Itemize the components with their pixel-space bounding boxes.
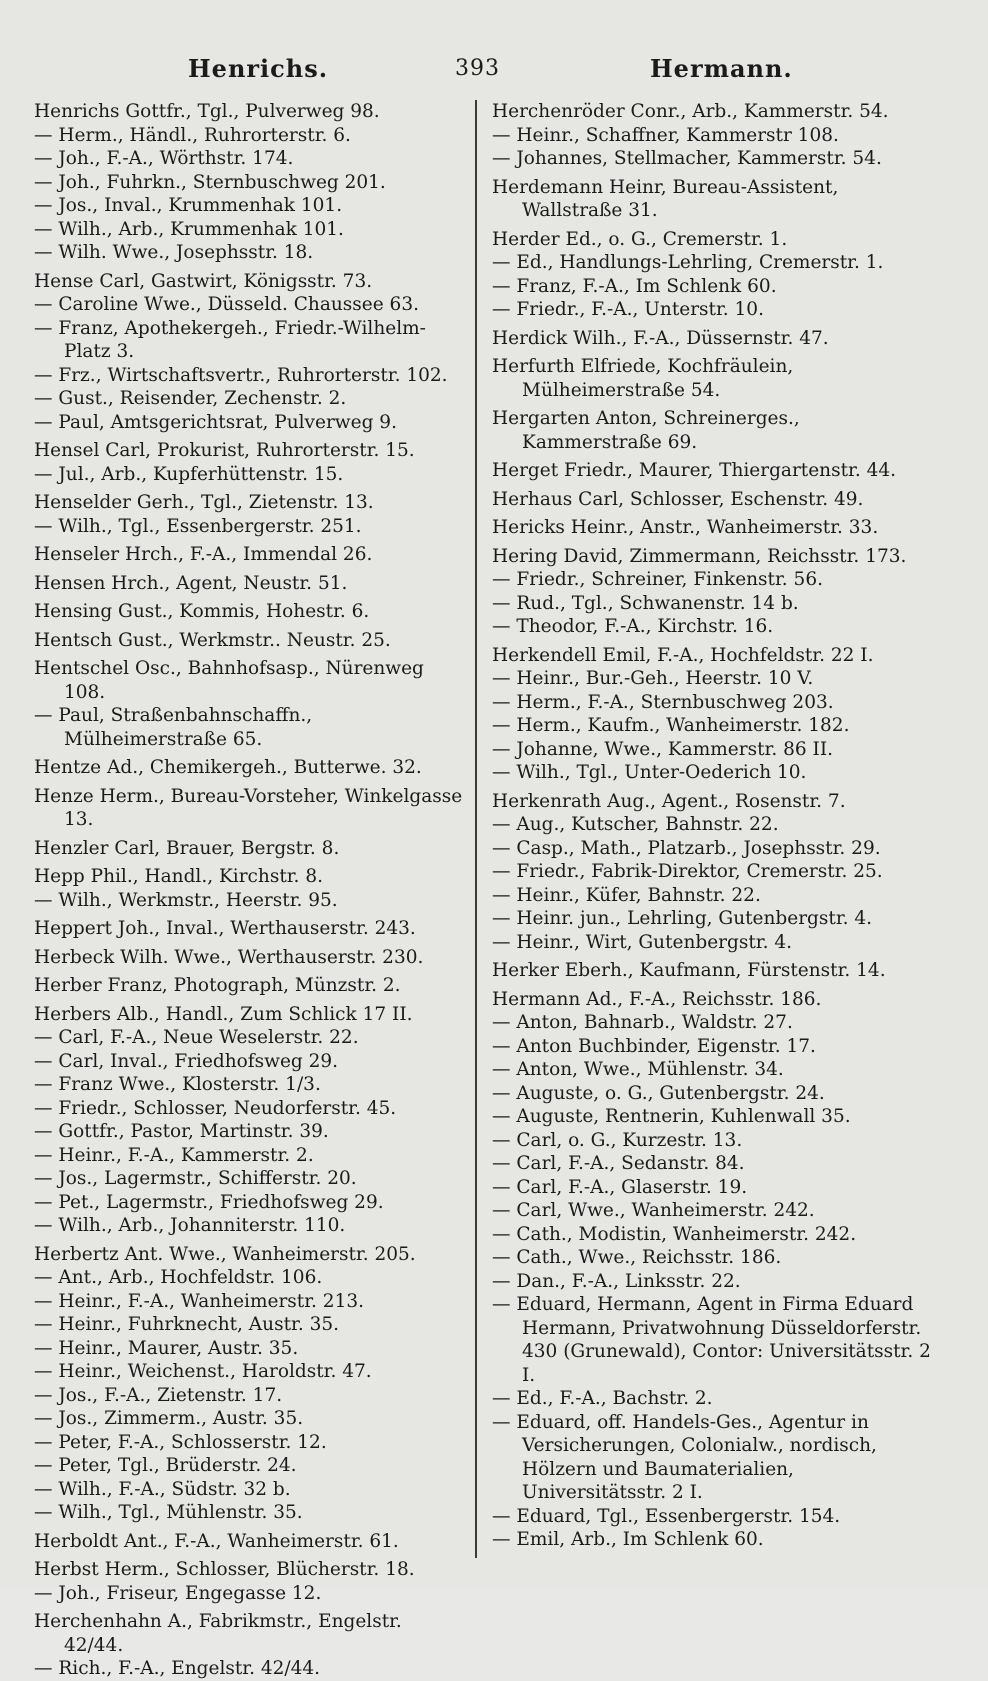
directory-entry: Hensen Hrch., Agent, Neustr. 51. [34,572,348,594]
directory-entry: — Paul, Straßenbahnschaffn., Mülheimerstraße 65. [34,705,313,750]
directory-entry: — Auguste, o. G., Gutenbergstr. 24. [492,1082,825,1104]
directory-entry: Herber Franz, Photograph, Münzstr. 2. [34,975,401,996]
directory-entry: — Heinr., Maurer, Austr. 35. [34,1337,299,1359]
directory-entry: — Theodor, F.-A., Kirchstr. 16. [492,616,774,637]
directory-entry: — Caroline Wwe., Düsseld. Chaussee 63. [34,294,419,315]
directory-entry: — Friedr., Schlosser, Neudorferstr. 45. [34,1097,397,1119]
directory-entry: — Emil, Arb., Im Schlenk 60. [492,1529,764,1550]
directory-entry: Herdemann Heinr, Bureau-Assistent, Wallstraße 31. [492,176,839,221]
directory-entry: — Pet., Lagermstr., Friedhofsweg 29. [34,1191,384,1213]
directory-entry: — Auguste, Rentnerin, Kuhlenwall 35. [492,1106,851,1127]
directory-entry: — Wilh., Tgl., Mühlenstr. 35. [34,1502,303,1523]
directory-entry: — Wilh., Tgl., Essenbergerstr. 251. [34,515,362,537]
directory-entry: — Anton, Wwe., Mühlenstr. 34. [492,1059,784,1080]
directory-entry: — Joh., F.-A., Wörthstr. 174. [34,148,294,169]
directory-entry: — Wilh. Wwe., Josephsstr. 18. [34,242,314,263]
directory-entry: — Herm., Händl., Ruhrorterstr. 6. [34,124,351,146]
left-running-head: Henrichs. [188,54,329,83]
directory-entry: Herchenhahn A., Fabrikmstr., Engelstr. 42/44. [34,1611,402,1656]
directory-entry: Herbertz Ant. Wwe., Wanheimerstr. 205. [34,1243,416,1265]
directory-entry: Herbst Herm., Schlosser, Blücherstr. 18. [34,1559,415,1580]
directory-entry: Henselder Gerh., Tgl., Zietenstr. 13. [34,492,374,513]
directory-entry: Herget Friedr., Maurer, Thiergartenstr. 44. [492,460,897,481]
directory-entry: — Joh., Friseur, Engegasse 12. [34,1582,322,1604]
directory-entry: — Cath., Modistin, Wanheimerstr. 242. [492,1223,857,1245]
directory-entry: — Eduard, Tgl., Essenbergerstr. 154. [492,1505,841,1527]
directory-entry: — Franz Wwe., Klosterstr. 1/3. [34,1074,321,1095]
directory-entry: — Franz, F.-A., Im Schlenk 60. [492,275,777,297]
directory-entry: — Heinr., Küfer, Bahnstr. 22. [492,884,761,906]
directory-entry: Herder Ed., o. G., Cremerstr. 1. [492,228,788,250]
directory-entry: Henze Herm., Bureau-Vorsteher, Winkelgasse 13. [34,785,463,830]
directory-entry: Herker Eberh., Kaufmann, Fürstenstr. 14. [492,960,886,981]
directory-entry: — Wilh., Tgl., Unter-Oederich 10. [492,762,807,783]
directory-entry: — Jos., Inval., Krummenhak 101. [34,195,343,216]
directory-entry: — Carl, F.-A., Neue Weselerstr. 22. [34,1027,359,1048]
directory-entry: — Eduard, Hermann, Agent in Firma Eduard Hermann, Privatwohnung Düsseldorferstr. 430 (Grunewald), Contor: Universitätsstr. 2 I. [492,1294,931,1386]
directory-entry: — Heinr. jun., Lehrling, Gutenbergstr. 4. [492,908,873,929]
directory-entry: — Friedr., Schreiner, Finkenstr. 56. [492,569,823,590]
directory-entry: — Wilh., Arb., Krummenhak 101. [34,218,344,240]
right-running-head: Hermann. [650,54,793,83]
directory-entry: — Frz., Wirtschaftsvertr., Ruhrorterstr. 102. [34,364,448,386]
directory-entry: — Jos., F.-A., Zietenstr. 17. [34,1384,283,1406]
directory-entry: Herbers Alb., Handl., Zum Schlick 17 II. [34,1003,413,1025]
directory-entry: — Heinr., Fuhrknecht, Austr. 35. [34,1314,339,1335]
directory-entry: — Johanne, Wwe., Kammerstr. 86 II. [492,738,834,760]
directory-entry: — Anton Buchbinder, Eigenstr. 17. [492,1035,816,1057]
directory-entry: Hentschel Osc., Bahnhofsasp., Nürenweg 108. [34,658,424,703]
directory-entry: — Heinr., Weichenst., Haroldstr. 47. [34,1361,372,1382]
directory-entry: Hericks Heinr., Anstr., Wanheimerstr. 33. [492,517,879,538]
directory-entry: — Wilh., Arb., Johanniterstr. 110. [34,1215,346,1236]
directory-entry: — Ed., F.-A., Bachstr. 2. [492,1388,713,1409]
directory-entry: Herchenröder Conr., Arb., Kammerstr. 54. [492,101,889,122]
directory-entry: — Dan., F.-A., Linksstr. 22. [492,1270,741,1292]
directory-entry: Hentze Ad., Chemikergeh., Butterwe. 32. [34,757,422,778]
directory-entry: — Paul, Amtsgerichtsrat, Pulverweg 9. [34,411,397,433]
directory-entry: Hergarten Anton, Schreinerges., Kammerstraße 69. [492,408,800,453]
left-column [34,100,466,1681]
directory-entry: — Wilh., F.-A., Südstr. 32 b. [34,1478,291,1500]
directory-entry: — Peter, Tgl., Brüderstr. 24. [34,1455,297,1476]
directory-entry: — Herm., F.-A., Sternbuschweg 203. [492,691,834,713]
directory-entry: Hepp Phil., Handl., Kirchstr. 8. [34,866,323,887]
directory-entry: — Heinr., Schaffner, Kammerstr 108. [492,124,839,146]
directory-entry: — Carl, Wwe., Wanheimerstr. 242. [492,1200,815,1221]
directory-entry: Henseler Hrch., F.-A., Immendal 26. [34,544,373,565]
directory-entry: — Joh., Fuhrkn., Sternbuschweg 201. [34,171,386,193]
directory-entry: Heppert Joh., Inval., Werthauserstr. 243. [34,918,416,939]
directory-entry: Herkenrath Aug., Agent., Rosenstr. 7. [492,790,846,812]
directory-entry: — Jos., Lagermstr., Schifferstr. 20. [34,1168,357,1189]
right-column [492,100,936,1552]
directory-entry: Hering David, Zimmermann, Reichsstr. 173. [492,545,907,567]
directory-entry: — Ed., Handlungs-Lehrling, Cremerstr. 1. [492,252,884,273]
directory-entry: — Heinr., F.-A., Wanheimerstr. 213. [34,1290,364,1312]
page-header [0,54,988,94]
directory-entry: Hentsch Gust., Werkmstr.. Neustr. 25. [34,629,391,651]
column-divider [475,100,477,1558]
page-number: 393 [455,56,500,81]
directory-entry: — Gust., Reisender, Zechenstr. 2. [34,388,347,409]
directory-entry: Herboldt Ant., F.-A., Wanheimerstr. 61. [34,1530,399,1552]
directory-entry: Herhaus Carl, Schlosser, Eschenstr. 49. [492,488,864,510]
directory-entry: — Cath., Wwe., Reichsstr. 186. [492,1247,782,1268]
directory-entry: — Carl, o. G., Kurzestr. 13. [492,1129,743,1151]
directory-entry: — Aug., Kutscher, Bahnstr. 22. [492,814,779,835]
directory-entry: Herkendell Emil, F.-A., Hochfeldstr. 22 I. [492,644,874,666]
directory-entry: — Peter, F.-A., Schlosserstr. 12. [34,1431,327,1453]
directory-entry: — Carl, F.-A., Sedanstr. 84. [492,1153,745,1174]
directory-entry: Henrichs Gottfr., Tgl., Pulverweg 98. [34,101,380,122]
directory-entry: — Rud., Tgl., Schwanenstr. 14 b. [492,592,799,614]
directory-entry: — Heinr., Bur.-Geh., Heerstr. 10 V. [492,668,814,689]
directory-entry: — Wilh., Werkmstr., Heerstr. 95. [34,889,338,911]
directory-entry: Hermann Ad., F.-A., Reichsstr. 186. [492,988,822,1010]
directory-entry: — Casp., Math., Platzarb., Josephsstr. 29. [492,837,881,859]
directory-entry: — Franz, Apothekergeh., Friedr.-Wilhelm-Platz 3. [34,317,426,362]
directory-entry: Herfurth Elfriede, Kochfräulein, Mülheimerstraße 54. [492,356,794,401]
directory-entry: — Ant., Arb., Hochfeldstr. 106. [34,1267,323,1288]
directory-entry: — Heinr., Wirt, Gutenbergstr. 4. [492,931,793,953]
directory-entry: — Jos., Zimmerm., Austr. 35. [34,1408,304,1429]
directory-entry: — Eduard, off. Handels-Ges., Agentur in Versicherungen, Colonialw., nordisch, Hölzern und Baumaterialien, Universitätsstr. 2 I. [492,1411,877,1503]
directory-entry: — Friedr., Fabrik-Direktor, Cremerstr. 25. [492,861,883,882]
directory-entry: — Carl, Inval., Friedhofsweg 29. [34,1050,339,1072]
directory-entry: — Rich., F.-A., Engelstr. 42/44. [34,1658,321,1679]
directory-entry: — Jul., Arb., Kupferhüttenstr. 15. [34,463,344,485]
directory-entry: Herbeck Wilh. Wwe., Werthauserstr. 230. [34,946,424,968]
directory-entry: — Johannes, Stellmacher, Kammerstr. 54. [492,148,882,169]
directory-entry: — Gottfr., Pastor, Martinstr. 39. [34,1121,329,1142]
directory-entry: — Anton, Bahnarb., Waldstr. 27. [492,1012,793,1033]
directory-entry: — Friedr., F.-A., Unterstr. 10. [492,299,764,320]
directory-entry: Hensel Carl, Prokurist, Ruhrorterstr. 15. [34,440,415,461]
directory-entry: — Heinr., F.-A., Kammerstr. 2. [34,1144,314,1166]
directory-entry: Henzler Carl, Brauer, Bergstr. 8. [34,837,340,859]
directory-entry: Hense Carl, Gastwirt, Königsstr. 73. [34,270,373,292]
directory-entry: Herdick Wilh., F.-A., Düssernstr. 47. [492,327,829,349]
directory-entry: — Herm., Kaufm., Wanheimerstr. 182. [492,715,850,736]
directory-entry: — Carl, F.-A., Glaserstr. 19. [492,1176,748,1198]
directory-entry: Hensing Gust., Kommis, Hohestr. 6. [34,601,370,622]
